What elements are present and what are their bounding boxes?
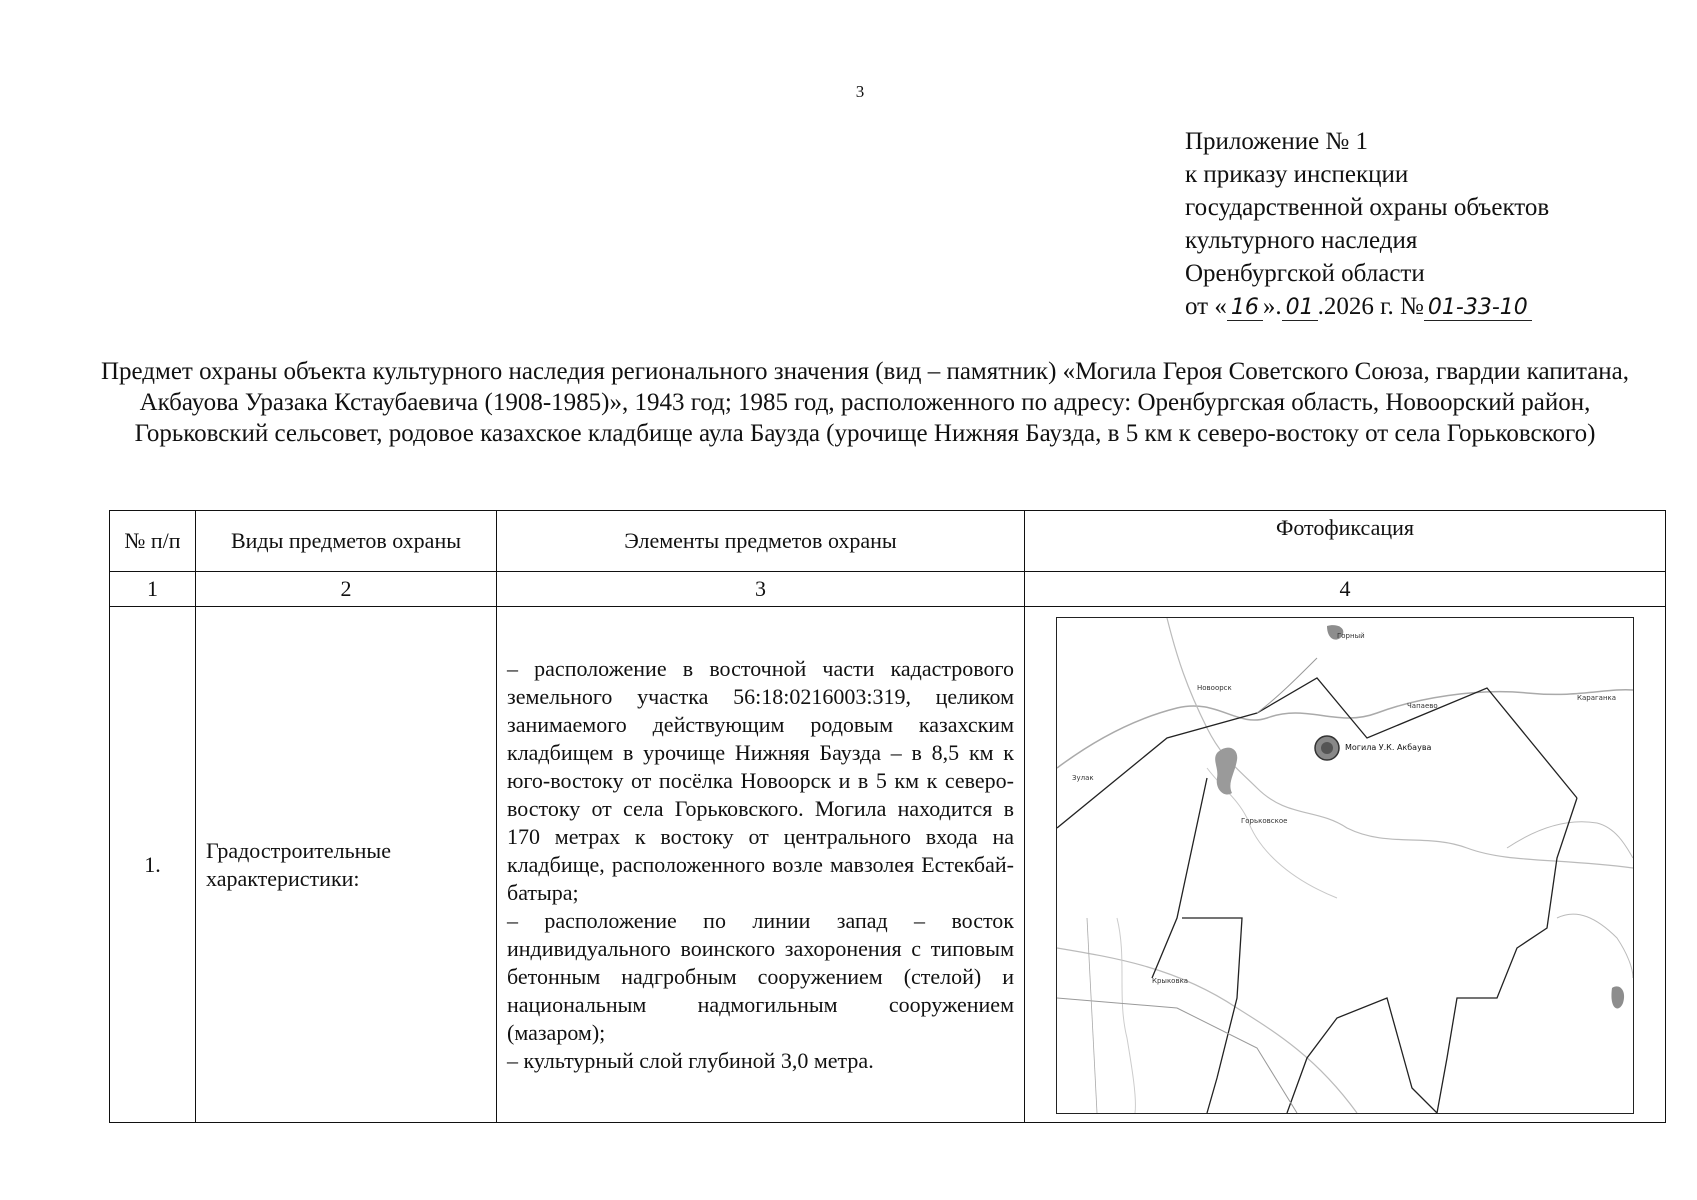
col-number: 2: [196, 572, 497, 607]
appendix-line: государственной охраны объектов: [1185, 194, 1550, 221]
col-number: 4: [1025, 572, 1666, 607]
appendix-line: Приложение № 1: [1185, 128, 1369, 155]
row-number: 1.: [110, 607, 196, 1123]
row-type: Градостроительные характеристики:: [196, 607, 497, 1123]
date-prefix: от «: [1185, 293, 1227, 320]
row-elements: [497, 607, 1025, 1123]
header-elements: Элементы предметов охраны: [497, 511, 1025, 572]
location-map: [1056, 617, 1634, 1114]
col-number: 1: [110, 572, 196, 607]
map-label: Крыковка: [1152, 977, 1189, 985]
date-sep: ».: [1262, 293, 1282, 320]
document-title: Предмет охраны объекта культурного наследия регионального значения (вид – памятник) «Могила Героя Советского Союза, гвардии капитана, Акбауова Уразака Кстаубаевича (1908-1985)», 1943 год; 1985 год, расположенного по адресу: Оренбургская область, Новоорский район, Горьковский сельсовет, родовое казахское кладбище аула Баузда (урочище Нижняя Баузда, в 5 км к северо-востоку от села Горьковского): [100, 358, 1630, 447]
map-label-grave: Могила У.К. Акбаува: [1345, 743, 1432, 752]
row-photo: [1025, 607, 1666, 1123]
map-label: Новоорск: [1197, 684, 1232, 692]
column-number-row: [110, 572, 1666, 607]
appendix-date-line: [1185, 290, 1665, 323]
date-month-handwritten: 01: [1282, 296, 1318, 321]
table-row: [110, 607, 1666, 1123]
map-label: Зулак: [1072, 774, 1094, 782]
appendix-line: к приказу инспекции: [1185, 161, 1409, 188]
table-header-row: [110, 511, 1666, 572]
map-label: Чапаево: [1407, 702, 1438, 710]
date-day-handwritten: 16: [1227, 296, 1263, 321]
appendix-line: Оренбургской области: [1185, 260, 1425, 287]
map-label: Караганка: [1577, 694, 1617, 702]
appendix-block: [1185, 125, 1665, 323]
col-number: 3: [497, 572, 1025, 607]
page-number: 3: [855, 82, 865, 101]
map-drawing: [1057, 618, 1633, 1113]
header-num: № п/п: [110, 511, 196, 572]
date-year: .2026 г. №: [1317, 293, 1424, 320]
order-number-handwritten: 01-33-10: [1424, 296, 1532, 321]
header-photo: Фотофиксация: [1025, 511, 1666, 572]
element-item: – культурный слой глубиной 3,0 метра.: [507, 1047, 874, 1073]
element-item: – расположение в восточной части кадастрового земельного участка 56:18:0216003:319, целиком занимаемого действующим родовым казахским кладбищем в урочище Нижняя Баузда – в 8,5 км к юго-востоку от посёлка Новоорск и в 5 км к северо-востоку от села Горьковского. Могила находится в 170 метрах к востоку от центрального входа на кладбище, расположенного возле мавзолея Естекбай-батыра;: [507, 655, 1014, 905]
map-label: Горьковское: [1241, 817, 1288, 825]
element-item: – расположение по линии запад – восток индивидуального воинского захоронения с типовым бетонным надгробным сооружением (стелой) и национальным надмогильным сооружением (мазаром);: [507, 907, 1014, 1045]
protection-table: [109, 510, 1666, 1123]
header-types: Виды предметов охраны: [196, 511, 497, 572]
map-label: Горный: [1337, 632, 1365, 640]
appendix-line: культурного наследия: [1185, 227, 1418, 254]
